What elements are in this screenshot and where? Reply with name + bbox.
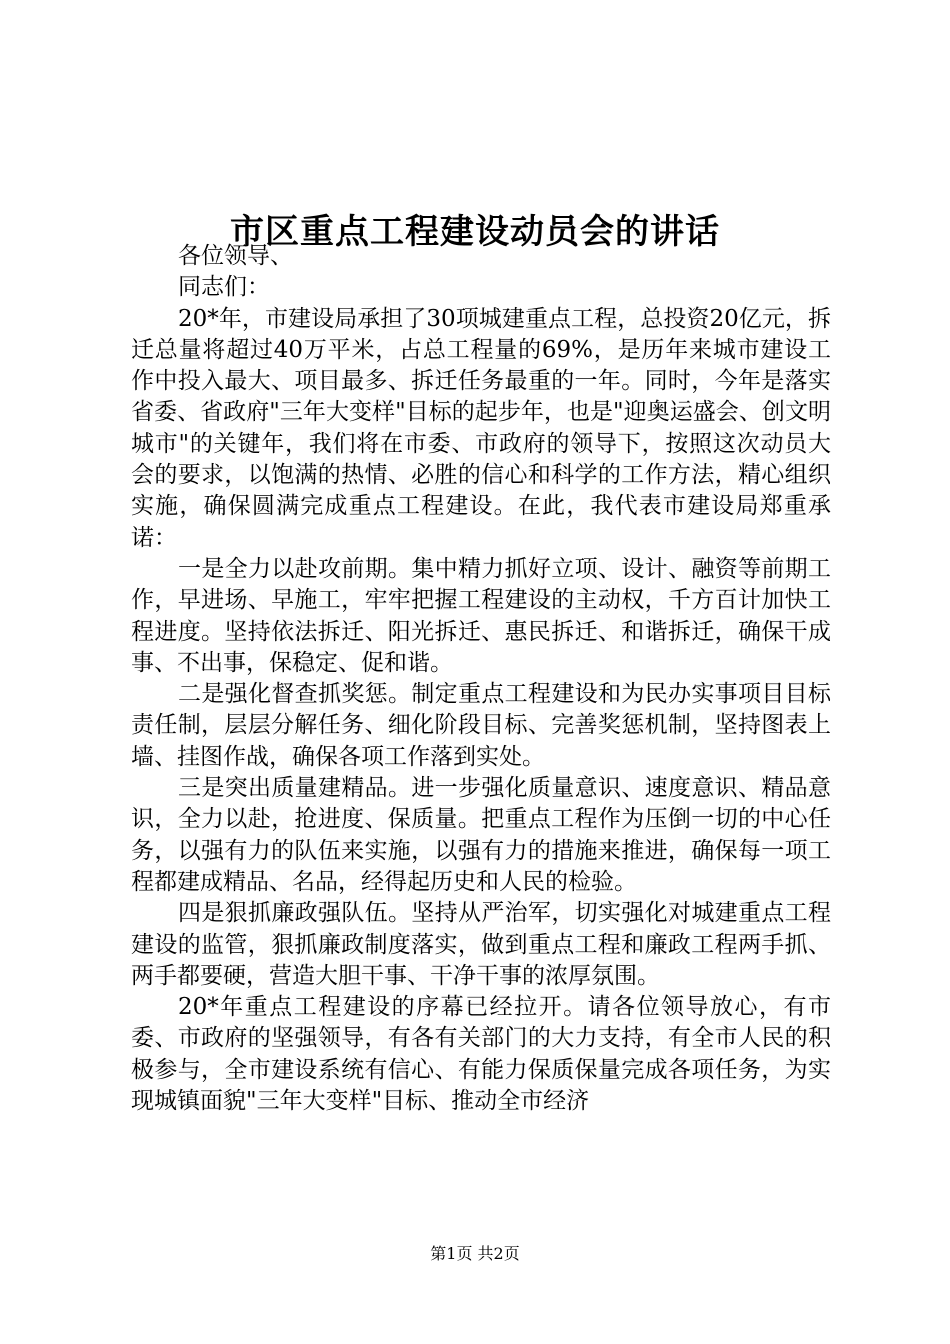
paragraph-point-4: 四是狠抓廉政强队伍。坚持从严治军，切实强化对城建重点工程建设的监管，狠抓廉政制度落实，做到重点工程和廉政工程两手抓、两手都要硬，营造大胆干事、干净干事的浓厚氛围。 bbox=[131, 900, 831, 989]
document-title: 市区重点工程建设动员会的讲话 bbox=[230, 211, 720, 252]
paragraph-intro: 20*年，市建设局承担了30项城建重点工程，总投资20亿元，拆迁总量将超过40万平米，占总工程量的69%，是历年来城市建设工作中投入最大、项目最多、拆迁任务最重的一年。同时，今年是落实省委、省政府"三年大变样"目标的起步年，也是"迎奥运盛会、创文明城市"的关键年，我们将在市委、市政府的领导下，按照这次动员大会的要求，以饱满的热情、必胜的信心和科学的工作方法，精心组织实施，确保圆满完成重点工程建设。在此，我代表市建设局郑重承诺： bbox=[131, 305, 831, 551]
salutation-comrades: 同志们： bbox=[178, 274, 270, 301]
paragraph-point-3: 三是突出质量建精品。进一步强化质量意识、速度意识、精品意识，全力以赴，抢进度、保质量。把重点工程作为压倒一切的中心任务，以强有力的队伍来实施，以强有力的措施来推进，确保每一项工程都建成精品、名品，经得起历史和人民的检验。 bbox=[131, 775, 831, 895]
page-number-footer: 第1页 共2页 bbox=[430, 1244, 520, 1263]
paragraph-point-2: 二是强化督查抓奖惩。制定重点工程建设和为民办实事项目目标责任制，层层分解任务、细化阶段目标、完善奖惩机制，坚持图表上墙、挂图作战，确保各项工作落到实处。 bbox=[131, 681, 831, 770]
paragraph-point-1: 一是全力以赴攻前期。集中精力抓好立项、设计、融资等前期工作，早进场、早施工，牢牢把握工程建设的主动权，千方百计加快工程进度。坚持依法拆迁、阳光拆迁、惠民拆迁、和谐拆迁，确保干成事、不出事，保稳定、促和谐。 bbox=[131, 555, 831, 676]
salutation-leaders: 各位领导、 bbox=[178, 243, 293, 269]
document-body bbox=[131, 241, 831, 1117]
paragraph-closing: 20*年重点工程建设的序幕已经拉开。请各位领导放心，有市委、市政府的坚强领导，有各有关部门的大力支持，有全市人民的积极参与，全市建设系统有信心、有能力保质保量完成各项任务，为实现城镇面貌"三年大变样"目标、推动全市经济 bbox=[131, 994, 831, 1115]
